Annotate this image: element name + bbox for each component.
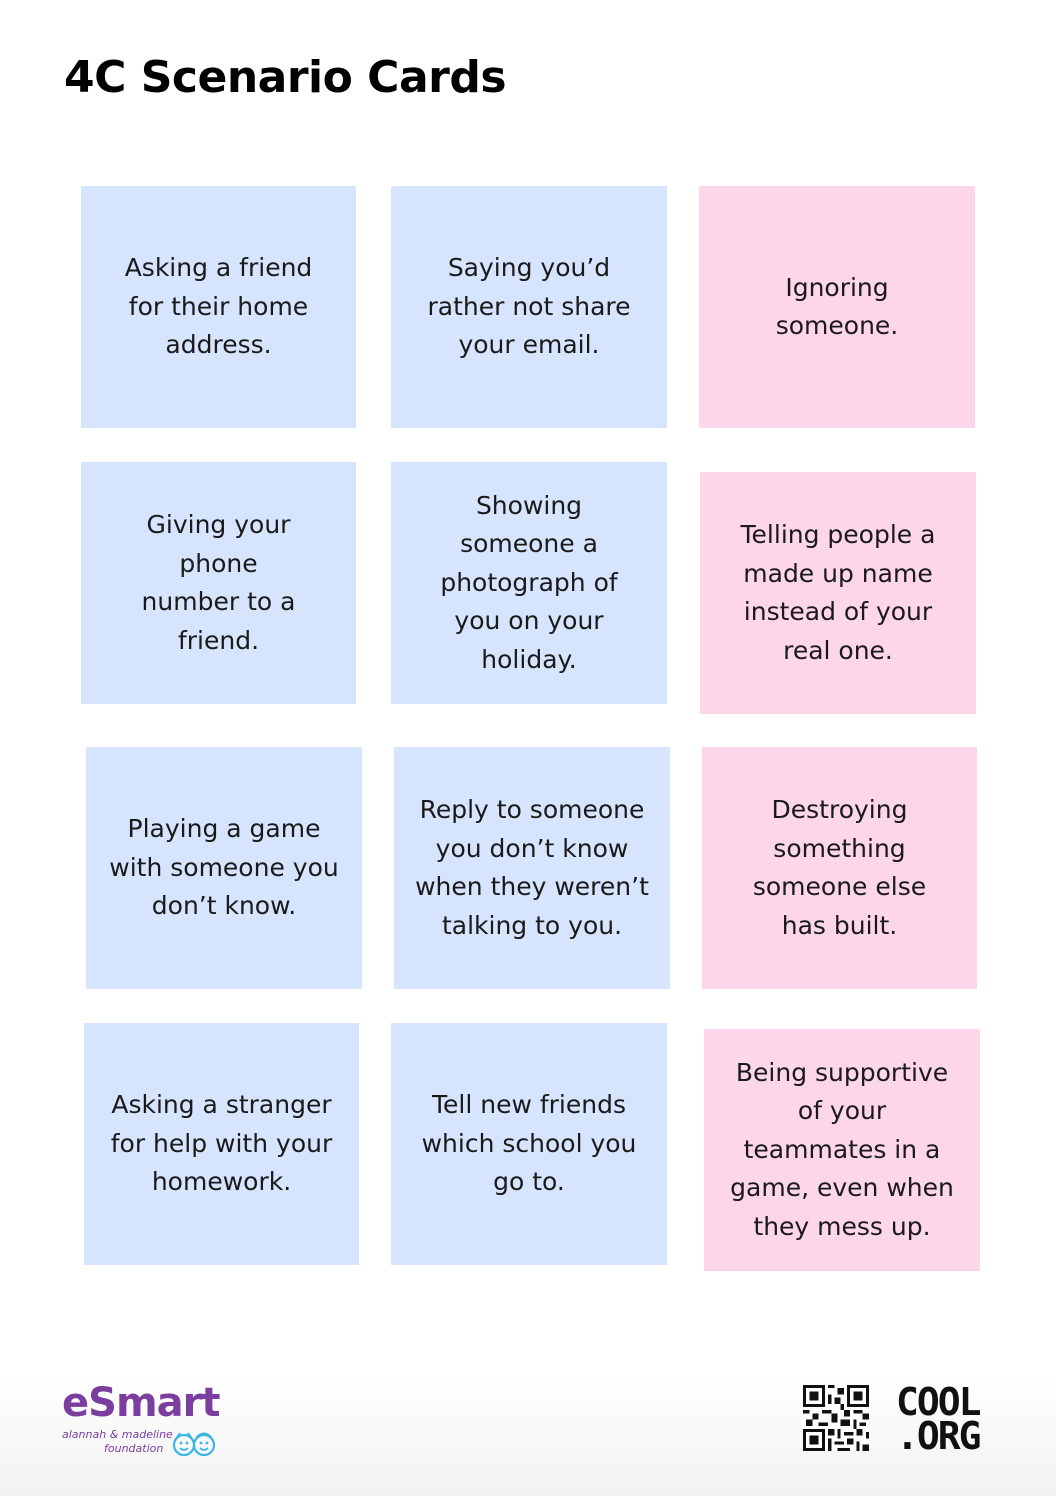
scenario-card-line: Asking a stranger (111, 1090, 332, 1120)
scenario-card-line: phone (179, 548, 258, 578)
scenario-card-text (730, 1054, 954, 1247)
cool-org-logo (896, 1380, 1002, 1458)
scenario-card-line: someone a (460, 529, 598, 559)
scenario-card-line: Showing (475, 490, 583, 520)
scenario-card-line: someone. (775, 311, 899, 340)
scenario-card-text (415, 791, 649, 945)
scenario-card (699, 186, 975, 428)
scenario-card (704, 1029, 980, 1271)
scenario-card-line: teammates in a (743, 1134, 941, 1164)
scenario-card-line: your email. (458, 330, 600, 360)
scenario-card-text (440, 487, 617, 680)
esmart-wordmark: eSmart (62, 1380, 220, 1426)
scenario-card-text (125, 249, 313, 365)
scenario-card (394, 747, 670, 989)
scenario-card-line: Playing a game (127, 814, 321, 844)
scenario-card-line: photograph of (440, 567, 618, 597)
page-title: 4C Scenario Cards (64, 52, 507, 103)
scenario-card (391, 462, 667, 704)
scenario-card-line: homework. (151, 1167, 292, 1197)
scenario-card-line: which school you (421, 1128, 637, 1158)
scenario-card-line: don’t know. (151, 891, 297, 921)
scenario-card-line: Giving your (146, 510, 291, 539)
scenario-card-line: Telling people a (740, 520, 936, 549)
children-faces-icon (166, 1428, 222, 1460)
scenario-card (86, 747, 362, 989)
qr-code-icon (803, 1385, 869, 1451)
scenario-card-line: for their home (128, 291, 309, 321)
scenario-card (702, 747, 977, 989)
scenario-card-line: Tell new friends (431, 1090, 626, 1120)
scenario-card (391, 186, 667, 428)
scenario-card-line: Asking a friend (124, 253, 313, 283)
scenario-card-text (427, 249, 630, 365)
scenario-card-text (422, 1086, 637, 1202)
scenario-card-line: you on your (454, 606, 604, 636)
scenario-card-line: when they weren’t (415, 872, 649, 901)
scenario-card-text (776, 269, 899, 346)
esmart-logo (62, 1380, 232, 1464)
scenario-card-line: game, even when (730, 1173, 954, 1203)
scenario-card-line: Destroying (771, 795, 908, 824)
scenario-card-line: go to. (493, 1167, 565, 1197)
esmart-org-line2: foundation (104, 1442, 164, 1455)
scenario-card (81, 462, 356, 704)
scenario-card-line: Ignoring (785, 272, 889, 302)
scenario-card-line: number to a (141, 587, 296, 616)
scenario-card-line: has built. (781, 910, 898, 940)
scenario-card-text (741, 516, 936, 670)
scenario-card-line: friend. (177, 625, 260, 655)
scenario-card-line: with someone you (109, 852, 339, 882)
scenario-card-text (111, 1086, 333, 1202)
scenario-card-line: of your (797, 1096, 887, 1126)
scenario-card-line: made up name (743, 558, 933, 588)
scenario-card-text (142, 506, 296, 660)
esmart-org-line1: alannah & madeline (62, 1428, 173, 1441)
scenario-card-line: rather not share (427, 291, 631, 321)
scenario-card-line: real one. (783, 635, 893, 665)
scenario-card (700, 472, 976, 714)
scenario-card-line: Being supportive (735, 1057, 949, 1087)
scenario-card (391, 1023, 667, 1265)
scenario-card-line: instead of your (743, 597, 933, 626)
scenario-card-line: Reply to someone (419, 795, 645, 824)
scenario-card (84, 1023, 359, 1265)
scenario-card-line: for help with your (110, 1128, 333, 1158)
scenario-card-line: talking to you. (441, 910, 623, 940)
scenario-card-line: someone else (752, 872, 927, 901)
scenario-card-line: something (773, 833, 906, 863)
scenario-card-line: Saying you’d (447, 253, 611, 283)
scenario-card-line: they mess up. (753, 1211, 931, 1241)
scenario-card-text (753, 791, 926, 945)
cool-logo-line1: COOL (896, 1380, 980, 1424)
scenario-card-text (109, 810, 338, 926)
cool-logo-line2: .ORG (896, 1414, 980, 1458)
scenario-card-line: holiday. (481, 644, 577, 674)
scenario-card (81, 186, 356, 428)
scenario-card-line: address. (165, 330, 272, 360)
scenario-card-line: you don’t know (435, 833, 629, 863)
